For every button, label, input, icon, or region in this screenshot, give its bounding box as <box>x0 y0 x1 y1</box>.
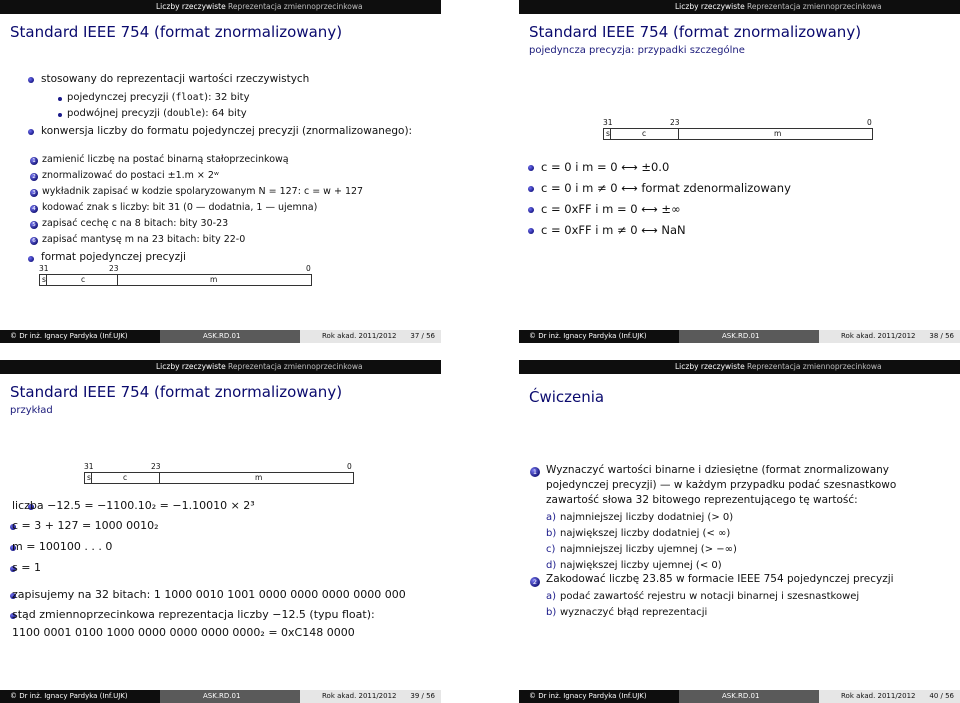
step-text: zapisać cechę c na 8 bitach: bity 30-23 <box>42 218 229 229</box>
task-number-icon: 2 <box>530 577 540 587</box>
register-label-m: m <box>774 129 782 138</box>
bit-0-label: 0 <box>867 118 872 127</box>
bullet-text: konwersja liczby do formatu pojedynczej precyzji (znormalizowanego): <box>41 125 413 137</box>
step-text: znormalizować do postaci ±1.m × 2ʷ <box>42 170 219 181</box>
nav-subsection[interactable]: Reprezentacja zmiennoprzecinkowa <box>228 362 363 371</box>
footer-year: Rok akad. 2011/2012 <box>819 330 960 343</box>
item-letter: a) <box>546 591 557 602</box>
nav-bar <box>519 0 960 14</box>
footer-page[interactable]: 40 / 56 <box>929 692 954 700</box>
footer-page[interactable]: 39 / 56 <box>410 692 435 700</box>
register-label-c: c <box>81 275 86 284</box>
slide-title: Standard IEEE 754 (format znormalizowany) <box>10 383 343 401</box>
bit-31-label: 31 <box>84 462 94 471</box>
bit-23-label: 23 <box>151 462 161 471</box>
footer-course: ASK.RD.01 <box>679 690 819 703</box>
step-text: zapisać mantysę m na 23 bitach: bity 22-0 <box>42 234 246 245</box>
nav-bar <box>519 360 960 374</box>
case-text: c = 0xFF i m ≠ 0 ⟷ NaN <box>541 223 686 237</box>
step-number-icon: 1 <box>30 157 38 165</box>
step-text: wykładnik zapisać w kodzie spolaryzowanym N = 127: c = w + 127 <box>42 186 364 197</box>
footer <box>0 330 441 343</box>
example-line: m = 100100 . . . 0 <box>12 540 113 553</box>
task-item: wyznaczyć błąd reprezentacji <box>560 607 708 618</box>
bullet-text: format pojedynczej precyzji <box>41 251 186 263</box>
nav-section[interactable]: Liczby rzeczywiste <box>675 362 745 371</box>
step-text: zamienić liczbę na postać binarną stałoprzecinkową <box>42 154 289 165</box>
sub-bullet-icon <box>58 97 62 101</box>
footer-course: ASK.RD.01 <box>160 330 300 343</box>
nav-subsection[interactable]: Reprezentacja zmiennoprzecinkowa <box>747 2 882 11</box>
step-number-icon: 2 <box>30 173 38 181</box>
example-line: stąd zmiennoprzecinkowa reprezentacja liczby −12.5 (typu float): <box>12 608 375 621</box>
footer-author: © Dr inż. Ignacy Pardyka (Inf.UJK) <box>0 330 160 343</box>
bit-31-label: 31 <box>39 264 49 273</box>
footer-year: Rok akad. 2011/2012 <box>300 330 441 343</box>
example-line: liczba −12.5 = −1100.10₂ = −1.10010 × 2³ <box>12 499 255 512</box>
step-number-icon: 5 <box>30 221 38 229</box>
item-letter: b) <box>546 528 557 539</box>
nav-section[interactable]: Liczby rzeczywiste <box>675 2 745 11</box>
bullet-icon <box>28 77 34 83</box>
footer <box>519 690 960 703</box>
sub-item: pojedynczej precyzji (float): 32 bity <box>67 92 250 103</box>
register-label-s: s <box>606 129 610 138</box>
footer-page[interactable]: 38 / 56 <box>929 332 954 340</box>
register-label-c: c <box>123 473 128 482</box>
register-label-s: s <box>87 473 91 482</box>
bullet-icon <box>528 165 534 171</box>
register-box <box>84 472 354 484</box>
bit-0-label: 0 <box>306 264 311 273</box>
example-line: c = 3 + 127 = 1000 0010₂ <box>12 519 159 532</box>
bullet-icon <box>28 129 34 135</box>
task-item: najmniejszej liczby dodatniej (> 0) <box>560 512 734 523</box>
task-item: najmniejszej liczby ujemnej (> −∞) <box>560 544 737 555</box>
example-line: s = 1 <box>12 561 41 574</box>
nav-subsection[interactable]: Reprezentacja zmiennoprzecinkowa <box>747 362 882 371</box>
bullet-text: stosowany do reprezentacji wartości rzeczywistych <box>41 73 310 85</box>
example-line: 1100 0001 0100 1000 0000 0000 0000 0000₂ = 0xC148 0000 <box>12 626 355 639</box>
register-label-m: m <box>255 473 263 482</box>
example-line: zapisujemy na 32 bitach: 1 1000 0010 1001 0000 0000 0000 0000 000 <box>12 588 406 601</box>
bullet-icon <box>28 256 34 262</box>
case-text: c = 0xFF i m = 0 ⟷ ±∞ <box>541 202 681 216</box>
case-text: c = 0 i m = 0 ⟷ ±0.0 <box>541 160 670 174</box>
slide-title: Ćwiczenia <box>529 388 605 406</box>
task-item: podać zawartość rejestru w notacji binarnej i szesnastkowej <box>560 591 860 602</box>
slide-subtitle: pojedyncza precyzja: przypadki szczególne <box>529 45 745 56</box>
bullet-icon <box>528 228 534 234</box>
nav-section[interactable]: Liczby rzeczywiste <box>156 2 226 11</box>
register-label-c: c <box>642 129 647 138</box>
slide-39 <box>0 360 441 703</box>
task-item: największej liczby dodatniej (< ∞) <box>560 528 731 539</box>
task-number-icon: 1 <box>530 467 540 477</box>
step-number-icon: 4 <box>30 205 38 213</box>
nav-section[interactable]: Liczby rzeczywiste <box>156 362 226 371</box>
footer-year: Rok akad. 2011/2012 <box>300 690 441 703</box>
slide-subtitle: przykład <box>10 405 53 416</box>
bit-31-label: 31 <box>603 118 613 127</box>
slide-37 <box>0 0 441 343</box>
register-box <box>39 274 312 286</box>
footer <box>0 690 441 703</box>
step-text: kodować znak s liczby: bit 31 (0 — dodatnia, 1 — ujemna) <box>42 202 318 213</box>
item-letter: c) <box>546 544 556 555</box>
bullet-icon <box>528 186 534 192</box>
footer-course: ASK.RD.01 <box>160 690 300 703</box>
nav-bar <box>0 0 441 14</box>
nav-bar <box>0 360 441 374</box>
item-letter: d) <box>546 560 557 571</box>
bit-23-label: 23 <box>109 264 119 273</box>
task-text: Zakodować liczbę 23.85 w formacie IEEE 754 pojedynczej precyzji <box>546 573 894 585</box>
slide-title: Standard IEEE 754 (format znormalizowany) <box>10 23 343 41</box>
step-number-icon: 3 <box>30 189 38 197</box>
bullet-icon <box>528 207 534 213</box>
footer-year: Rok akad. 2011/2012 <box>819 690 960 703</box>
sub-bullet-icon <box>58 113 62 117</box>
bit-23-label: 23 <box>670 118 680 127</box>
footer-page[interactable]: 37 / 56 <box>410 332 435 340</box>
task-text: Wyznaczyć wartości binarne i dziesiętne (format znormalizowany <box>546 464 889 476</box>
register-label-m: m <box>210 275 218 284</box>
footer-course: ASK.RD.01 <box>679 330 819 343</box>
step-number-icon: 6 <box>30 237 38 245</box>
case-text: c = 0 i m ≠ 0 ⟷ format zdenormalizowany <box>541 181 791 195</box>
item-letter: b) <box>546 607 557 618</box>
footer-author: © Dr inż. Ignacy Pardyka (Inf.UJK) <box>0 690 160 703</box>
task-text: pojedynczej precyzji) — w każdym przypadku podać szesnastkowo <box>546 479 897 491</box>
footer <box>519 330 960 343</box>
sub-item: podwójnej precyzji (double): 64 bity <box>67 108 247 119</box>
bit-0-label: 0 <box>347 462 352 471</box>
slide-38 <box>519 0 960 343</box>
slide-40 <box>519 360 960 703</box>
item-letter: a) <box>546 512 557 523</box>
task-text: zawartość słowa 32 bitowego reprezentującego tę wartość: <box>546 494 858 506</box>
footer-author: © Dr inż. Ignacy Pardyka (Inf.UJK) <box>519 330 679 343</box>
task-item: największej liczby ujemnej (< 0) <box>560 560 722 571</box>
register-label-s: s <box>42 275 46 284</box>
register-box <box>603 128 873 140</box>
slide-title: Standard IEEE 754 (format znormalizowany) <box>529 23 862 41</box>
footer-author: © Dr inż. Ignacy Pardyka (Inf.UJK) <box>519 690 679 703</box>
nav-subsection[interactable]: Reprezentacja zmiennoprzecinkowa <box>228 2 363 11</box>
